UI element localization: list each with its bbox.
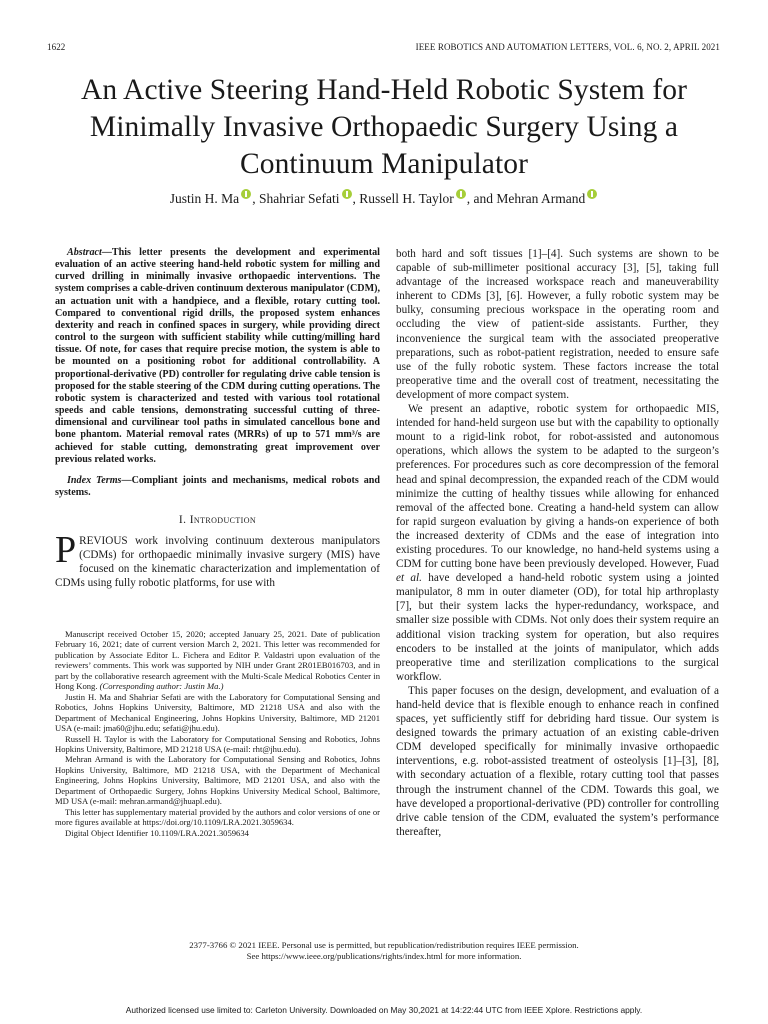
orcid-icon[interactable] xyxy=(587,189,597,199)
author-sefati: , Shahriar Sefati xyxy=(252,191,340,206)
drop-cap: P xyxy=(55,529,77,572)
footnote-manuscript-text: Manuscript received October 15, 2020; accepted January 25, 2021. Date of publication February 16, 2021; date of current version March 2, 2021. This letter was recommended for publication by Associate Editor L. Fichera and Editor P. Valdastri upon evaluation of the reviewers’ comments. This work was supported by NIH under Grant 2R01EB016703, and in part by the collaborative research agreement with the Multi-Scale Medical Robotics Center in Hong Kong. xyxy=(55,629,380,692)
author-ma: Justin H. Ma xyxy=(169,191,240,206)
orcid-icon[interactable] xyxy=(456,189,466,199)
index-terms xyxy=(55,475,380,499)
body-paragraph-3: This paper focuses on the design, development, and evaluation of a hand-held device that is flexible enough to enhance reach in confined spaces, yet sufficiently stiff for debriding hard tissue. Our system is designed towards the primary actuation of an existing cable-driven CDM developed specifically for minimally invasive orthopaedic interventions, e.g. robot-assisted treatment of osteolysis [1]–[3], [8], with secondary actuation of a flexible, rotary cutting tool that passes through the instrument channel of the CDM. Towards this goal, we have developed a proportional-derivative (PD) controller for controlling drive cable tension of the CDM, evaluated the system’s performance thereafter, xyxy=(396,684,719,838)
corresponding-author: (Corresponding author: Justin Ma.) xyxy=(99,681,224,692)
footnote-ma-sefati: Justin H. Ma and Shahriar Sefati are with the Laboratory for Computational Sensing and Robotics, Johns Hopkins University, Baltimore, MD 21218 USA and also with the Department of Mechanical Engineering, Johns Hopkins University, Baltimore, MD 21201 USA (e-mail: jma60@jhu.edu; sefati@jhu.edu). xyxy=(55,691,380,734)
abstract xyxy=(55,247,380,466)
footnote-taylor: Russell H. Taylor is with the Laboratory for Computational Sensing and Robotics, Johns Hopkins University, Baltimore, MD 21218 USA (e-mail: rht@jhu.edu). xyxy=(55,733,380,754)
title-line-2: Minimally Invasive Orthopaedic Surgery Using a xyxy=(89,111,679,143)
copyright-notice xyxy=(0,940,768,962)
orcid-icon[interactable] xyxy=(342,189,352,199)
footnote-doi: Digital Object Identifier 10.1109/LRA.2021.3059634 xyxy=(65,827,249,838)
section-title: Introduction xyxy=(189,514,257,527)
footnotes xyxy=(55,629,380,838)
journal-header: IEEE ROBOTICS AND AUTOMATION LETTERS, VOL. 6, NO. 2, APRIL 2021 xyxy=(415,42,720,52)
index-terms-lead: Index Terms xyxy=(67,474,122,486)
left-column xyxy=(55,247,380,591)
abstract-text: —This letter presents the development and experimental evaluation of an active steering hand-held robotic system for milling and curved drilling in minimally invasive orthopaedic interventions. The system comprises a cable-driven continuum dexterous manipulator (CDM), an actuation unit with a handpiece, and a flexible, rotary cutting tool. Compared to conventional rigid drills, the proposed system enhances dexterity and reach in confined spaces in surgery, while providing direct control to the surgeon with sufficient stability while cutting/milling hard tissue. Of note, for cases that require precise motion, the system is able to be mounted on a positioning robot for additional controllability. A proportional-derivative (PD) controller for regulating drive cable tension is proposed for the stable steering of the CDM during cutting operations. The robotic system is characterized and tested with various tool rotational speeds and cable tensions, demonstrating successful cutting of three-dimensional and curvilinear tool paths in simulated cancellous bone and bone phantom. Material removal rates (MRRs) of up to 571 mm³/s are achieved for stable cutting, demonstrating great improvement over previous related works. xyxy=(55,247,380,465)
body-paragraph-1: both hard and soft tissues [1]–[4]. Such systems are shown to be capable of sub-millimeter positional accuracy [3], [5], taking full advantage of the increased workspace reach and maneuverability inherent to CDMs [3], [6]. However, a fully robotic system may be bulky, consuming precious workspace in the operating room and occluding the view of patient-side assistants. Further, they inconvenience the surgical team with the associated preoperative preparations, such as robot-patient registration, needed to ensure safe use of the fully robotic system. These factors increase the total preoperative time and the overall cost of treatment, necessitating the development of more compact system. xyxy=(396,248,719,401)
intro-text: REVIOUS work involving continuum dexterous manipulators (CDMs) for orthopaedic minimally invasive surgery (MIS) have focused on the kinematic characterization and implementation of CDMs using fully robotic platforms, for use with xyxy=(55,535,380,590)
license-notice: Authorized licensed use limited to: Carleton University. Downloaded on May 30,2021 at 14:22:44 UTC from IEEE Xplore. Restrictions apply. xyxy=(125,1005,643,1015)
right-column xyxy=(396,247,719,839)
page-number: 1622 xyxy=(47,42,66,52)
body-paragraph-2-b: have developed a hand-held robotic system using a jointed manipulator, 8 mm in outer diameter (OD), for total hip arthroplasty [7], but their system lacks the hyper-redundancy, workspace, and smaller size possible with CDMs. Not only does their system require an additional vision tracking system for operation, but also requires encoders to be installed at the joints of manipulator, which adds preoperative time and sterilization complications to the surgical workflow. xyxy=(396,572,719,683)
footnote-manuscript xyxy=(55,629,380,692)
footnote-supplementary: This letter has supplementary material provided by the authors and color versions of one or more figures available at https://doi.org/10.1109/LRA.2021.3059634. xyxy=(55,806,380,828)
body-paragraph-2 xyxy=(396,402,719,684)
title-line-1: An Active Steering Hand-Held Robotic System for xyxy=(80,74,688,106)
section-number: I. xyxy=(178,514,190,527)
copyright-line-1: 2377-3766 © 2021 IEEE. Personal use is permitted, but republication/redistribution requires IEEE permission. xyxy=(189,940,579,950)
et-al: et al. xyxy=(396,572,422,585)
section-heading xyxy=(55,514,380,526)
abstract-lead: Abstract xyxy=(67,247,102,258)
orcid-icon[interactable] xyxy=(241,189,251,199)
body-paragraph-2-a: We present an adaptive, robotic system for orthopaedic MIS, intended for hand-held surgeon use but with the capability to optionally mount to a rigid-link robot, for robot-assisted and autonomous operations, which allows the system to be adapted to the surgeon’s preferences. For procedures such as core decompression of the femoral head and spinal decompression, the expanded reach of the CDM would minimize the cutting of healthy tissues while allowing for enhanced removal of the affected bone. Creating a hand-held system can allow for rapid surgeon evaluation by giving a hands-on experience of both the increased dexterity of CDMs and the ease of integration into existing procedures. To our knowledge, no hand-held systems using a CDM for cutting bone have been previously developed. However, Fuad xyxy=(396,403,719,571)
intro-paragraph xyxy=(55,529,380,590)
paper-title xyxy=(40,72,728,183)
author-taylor: , Russell H. Taylor xyxy=(352,191,454,206)
author-list xyxy=(40,189,728,207)
author-armand: , and Mehran Armand xyxy=(466,191,586,206)
footnote-armand: Mehran Armand is with the Laboratory for Computational Sensing and Robotics, Johns Hopkins University, Baltimore, MD 21218 USA, with the Department of Mechanical Engineering, Johns Hopkins University, Baltimore, MD 21201 USA, and also with the Department of Orthopaedic Surgery, Johns Hopkins University Medical School, Baltimore, MD USA (e-mail: mehran.armand@jhuapl.edu). xyxy=(55,754,380,807)
title-line-3: Continuum Manipulator xyxy=(239,148,529,180)
copyright-line-2: See https://www.ieee.org/publications/rights/index.html for more information. xyxy=(246,951,522,961)
index-terms-text: —Compliant joints and mechanisms, medical robots and systems. xyxy=(55,474,380,498)
